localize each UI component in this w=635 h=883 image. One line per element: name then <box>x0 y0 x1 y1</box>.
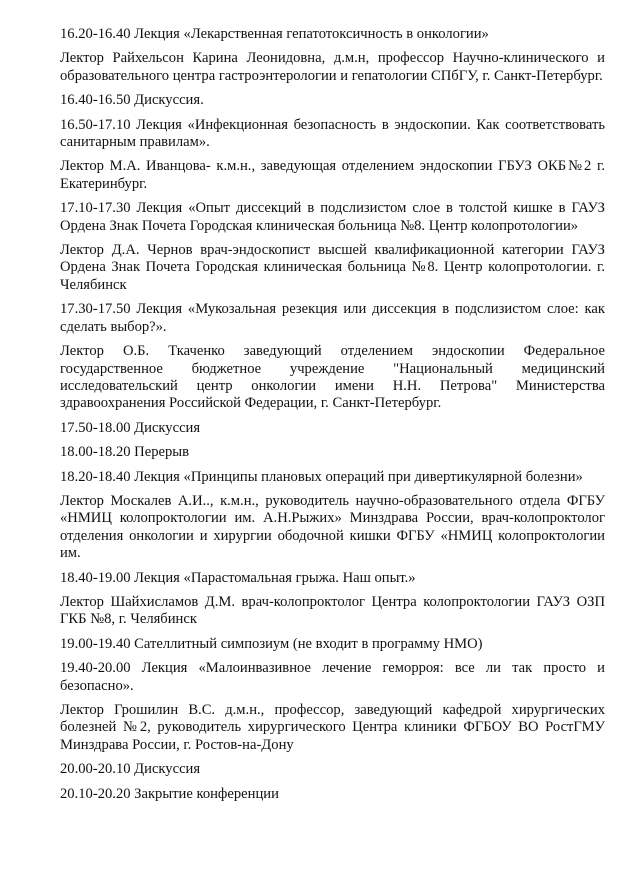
lecturer-info: Лектор Грошилин В.С. д.м.н., профессор, заведующий кафедрой хирургических болезней №2, руководитель хирургического Центра клиники ФГБОУ ВО РостГМУ Минздрава России, г. Ростов-на-Дону <box>60 702 605 753</box>
session-item: 20.10-20.20 Закрытие конференции <box>60 785 279 802</box>
session-item: 18.00-18.20 Перерыв <box>60 444 189 461</box>
lecturer-info: Лектор Шайхисламов Д.М. врач-колопроктолог Центра колопроктологии ГАУЗ ОЗП ГКБ №8, г. Челябинск <box>60 593 605 628</box>
lecturer-info: Лектор Д.А. Чернов врач-эндоскопист высшей квалификационной категории ГАУЗ Ордена Знак Почета Городская клиническая больница №8. Центр колопротологии. г. Челябинск <box>60 242 605 293</box>
session-item: 20.00-20.10 Дискуссия <box>60 761 201 778</box>
session-item: 16.40-16.50 Дискуссия. <box>60 92 204 109</box>
session-item: 19.40-20.00 Лекция «Малоинвазивное лечение геморроя: все ли так просто и безопасно». <box>60 660 605 694</box>
session-item: 17.50-18.00 Дискуссия <box>60 419 201 436</box>
session-item: 18.20-18.40 Лекция «Принципы плановых операций при дивертикулярной болезни» <box>60 468 583 485</box>
lecturer-info: Лектор Райхельсон Карина Леонидовна, д.м.н, профессор Научно-клинического и образовательного центра гастроэнтерологии и гепатологии СПбГУ, г. Санкт-Петербург. <box>60 50 605 84</box>
lecturer-info: Лектор Москалев А.И.., к.м.н., руководитель научно-образовательного отдела ФГБУ «НМИЦ колопроктологии им. А.Н.Рыжих» Минздрава России, врач-колопроктолог отделения онкологии и хирургии ободочной кишки ФГБУ «НМИЦ колопроктологии им. <box>60 492 605 562</box>
session-item: 16.20-16.40 Лекция «Лекарственная гепатотоксичность в онкологии» <box>60 26 489 42</box>
session-item: 19.00-19.40 Сателлитный симпозиум (не входит в программу НМО) <box>60 635 483 652</box>
lecturer-info: Лектор О.Б. Ткаченко заведующий отделением эндоскопии Федеральное государственное бюджетное учреждение "Национальный медицинский исследовательский центр онкологии имени Н.Н. Петрова" Министерства здравоохранения Российской Федерации, г. Санкт-Петербург. <box>60 343 605 412</box>
lecturer-info: Лектор М.А. Иванцова- к.м.н., заведующая отделением эндоскопии ГБУЗ ОКБ№2 г. Екатеринбург. <box>60 158 605 192</box>
program-page <box>60 26 605 810</box>
session-item: 17.30-17.50 Лекция «Мукозальная резекция или диссекция в подслизистом слое: как сделать выбор?». <box>60 301 605 335</box>
session-item: 18.40-19.00 Лекция «Парастомальная грыжа. Наш опыт.» <box>60 569 416 586</box>
session-item: 17.10-17.30 Лекция «Опыт диссекций в подслизистом слое в толстой кишке в ГАУЗ Ордена Знак Почета Городская клиническая больница №8. Центр колопротологии» <box>60 200 605 234</box>
session-item: 16.50-17.10 Лекция «Инфекционная безопасность в эндоскопии. Как соответствовать санитарным правилам». <box>60 116 605 151</box>
